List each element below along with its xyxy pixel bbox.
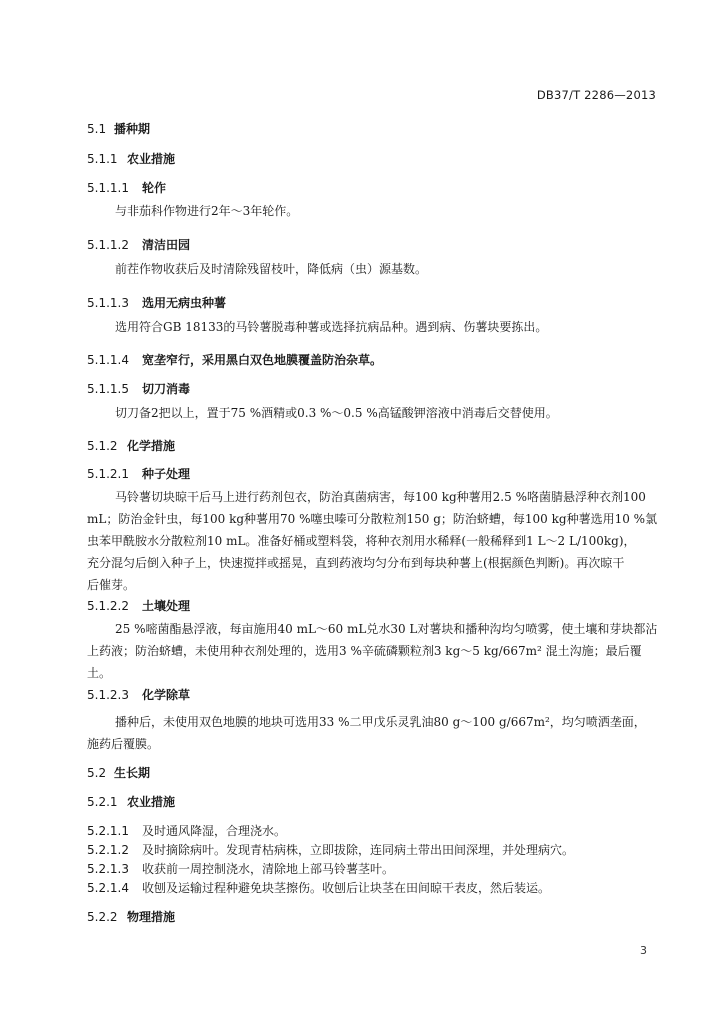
item-text: 及时摘除病叶。发现青枯病株，立即拔除，连同病土带出田间深埋，并处理病穴。 [142,843,575,857]
heading-title: 生长期 [114,766,151,780]
paragraph-line: 土。 [87,666,112,680]
heading-number: 5.1.1.4 [87,353,129,367]
heading-5-2-1 [87,793,175,810]
heading-number: 5.1.1.2 [87,238,129,252]
heading-title: 化学措施 [127,439,176,453]
item-text: 收获前一周控制浇水，清除地上部马铃薯茎叶。 [142,862,395,876]
heading-title: 土壤处理 [142,599,191,613]
item-5-2-1-1 [87,822,286,839]
paragraph-clean-field: 前茬作物收获后及时清除残留枝叶，降低病（虫）源基数。 [115,262,428,276]
heading-number: 5.1.2 [87,439,118,453]
paragraph-line: 后催芽。 [87,578,136,592]
standard-code: DB37/T 2286—2013 [536,88,656,102]
heading-5-2 [87,764,150,781]
item-text: 及时通风降湿，合理浇水。 [142,824,287,838]
heading-5-1-1 [87,150,175,167]
heading-title: 轮作 [142,181,167,195]
heading-5-2-2 [87,908,175,925]
heading-5-1-1-1 [87,179,166,196]
heading-5-1-2 [87,437,175,454]
paragraph-rotation: 与非茄科作物进行2年～3年轮作。 [115,204,299,218]
heading-number: 5.2 [87,766,107,780]
paragraph-line: 马铃薯切块晾干后马上进行药剂包衣，防治真菌病害，每100 kg种薯用2.5 %咯菌腈悬浮种衣剂100 [115,490,646,504]
heading-title: 选用无病虫种薯 [142,296,227,310]
heading-5-1-1-3 [87,294,226,311]
heading-number: 5.1.1 [87,152,118,166]
paragraph-seed-treatment [87,486,659,596]
item-5-2-1-2 [87,841,574,858]
heading-5-1-2-3 [87,686,190,703]
item-number: 5.2.1.4 [87,881,129,895]
item-text: 收刨及运输过程种避免块茎擦伤。收刨后让块茎在田间晾干表皮，然后装运。 [142,881,551,895]
paragraph-line: 上药液；防治蛴螬，未使用种衣剂处理的，选用3 %辛硫磷颗粒剂3 kg～5 kg/667m² 混土沟施；最后覆 [87,644,642,658]
heading-number: 5.1.2.2 [87,599,129,613]
item-5-2-1-3 [87,860,394,877]
item-number: 5.2.1.1 [87,824,129,838]
heading-number: 5.2.1 [87,795,118,809]
paragraph-seed-selection: 选用符合GB 18133的马铃薯脱毒种薯或选择抗病品种。遇到病、伤薯块要拣出。 [115,320,548,334]
heading-5-1-2-1 [87,465,190,482]
heading-title: 物理措施 [127,910,176,924]
heading-number: 5.1 [87,122,107,136]
heading-title: 清洁田园 [142,238,191,252]
heading-title: 化学除草 [142,688,191,702]
heading-title: 切刀消毒 [142,382,191,396]
paragraph-weeding [87,711,659,755]
heading-number: 5.1.2.1 [87,467,129,481]
heading-5-1-2-2 [87,597,190,614]
page-number: 3 [640,944,647,957]
heading-number: 5.2.2 [87,910,118,924]
paragraph-line: 施药后覆膜。 [87,737,160,751]
heading-title: 宽垄窄行，采用黑白双色地膜覆盖防治杂草。 [142,353,383,367]
item-number: 5.2.1.2 [87,843,129,857]
paragraph-line: mL；防治金针虫，每100 kg种薯用70 %噻虫嗪可分散粒剂150 g；防治蛴螬，每100 kg种薯选用10 %氯 [87,512,658,526]
heading-number: 5.1.2.3 [87,688,129,702]
heading-5-1-1-5 [87,380,190,397]
item-5-2-1-4 [87,879,550,896]
paragraph-line: 虫苯甲酰胺水分散粒剂10 mL。准备好桶或塑料袋，将种衣剂用水稀释(一般稀释到1 L～2 L/100kg)， [87,534,636,548]
heading-5-1-1-2 [87,236,190,253]
heading-title: 种子处理 [142,467,191,481]
paragraph-knife-disinfection: 切刀备2把以上，置于75 %酒精或0.3 %～0.5 %高锰酸钾溶液中消毒后交替使用。 [115,406,558,420]
heading-5-1-1-4 [87,351,382,368]
heading-title: 播种期 [114,122,151,136]
heading-number: 5.1.1.5 [87,382,129,396]
heading-number: 5.1.1.1 [87,181,129,195]
heading-title: 农业措施 [127,795,176,809]
heading-title: 农业措施 [127,152,176,166]
paragraph-line: 播种后，未使用双色地膜的地块可选用33 %二甲戊乐灵乳油80 g～100 g/667m²，均匀喷洒垄面， [115,715,646,729]
heading-5-1 [87,120,150,137]
paragraph-line: 充分混匀后倒入种子上，快速搅拌或摇晃，直到药液均匀分布到每块种薯上(根据颜色判断)。再次晾干 [87,556,625,570]
paragraph-line: 25 %嘧菌酯悬浮液，每亩施用40 mL～60 mL兑水30 L对薯块和播种沟均匀喷雾，使土壤和芽块都沾 [115,622,658,636]
heading-number: 5.1.1.3 [87,296,129,310]
paragraph-soil-treatment [87,618,659,684]
item-number: 5.2.1.3 [87,862,129,876]
